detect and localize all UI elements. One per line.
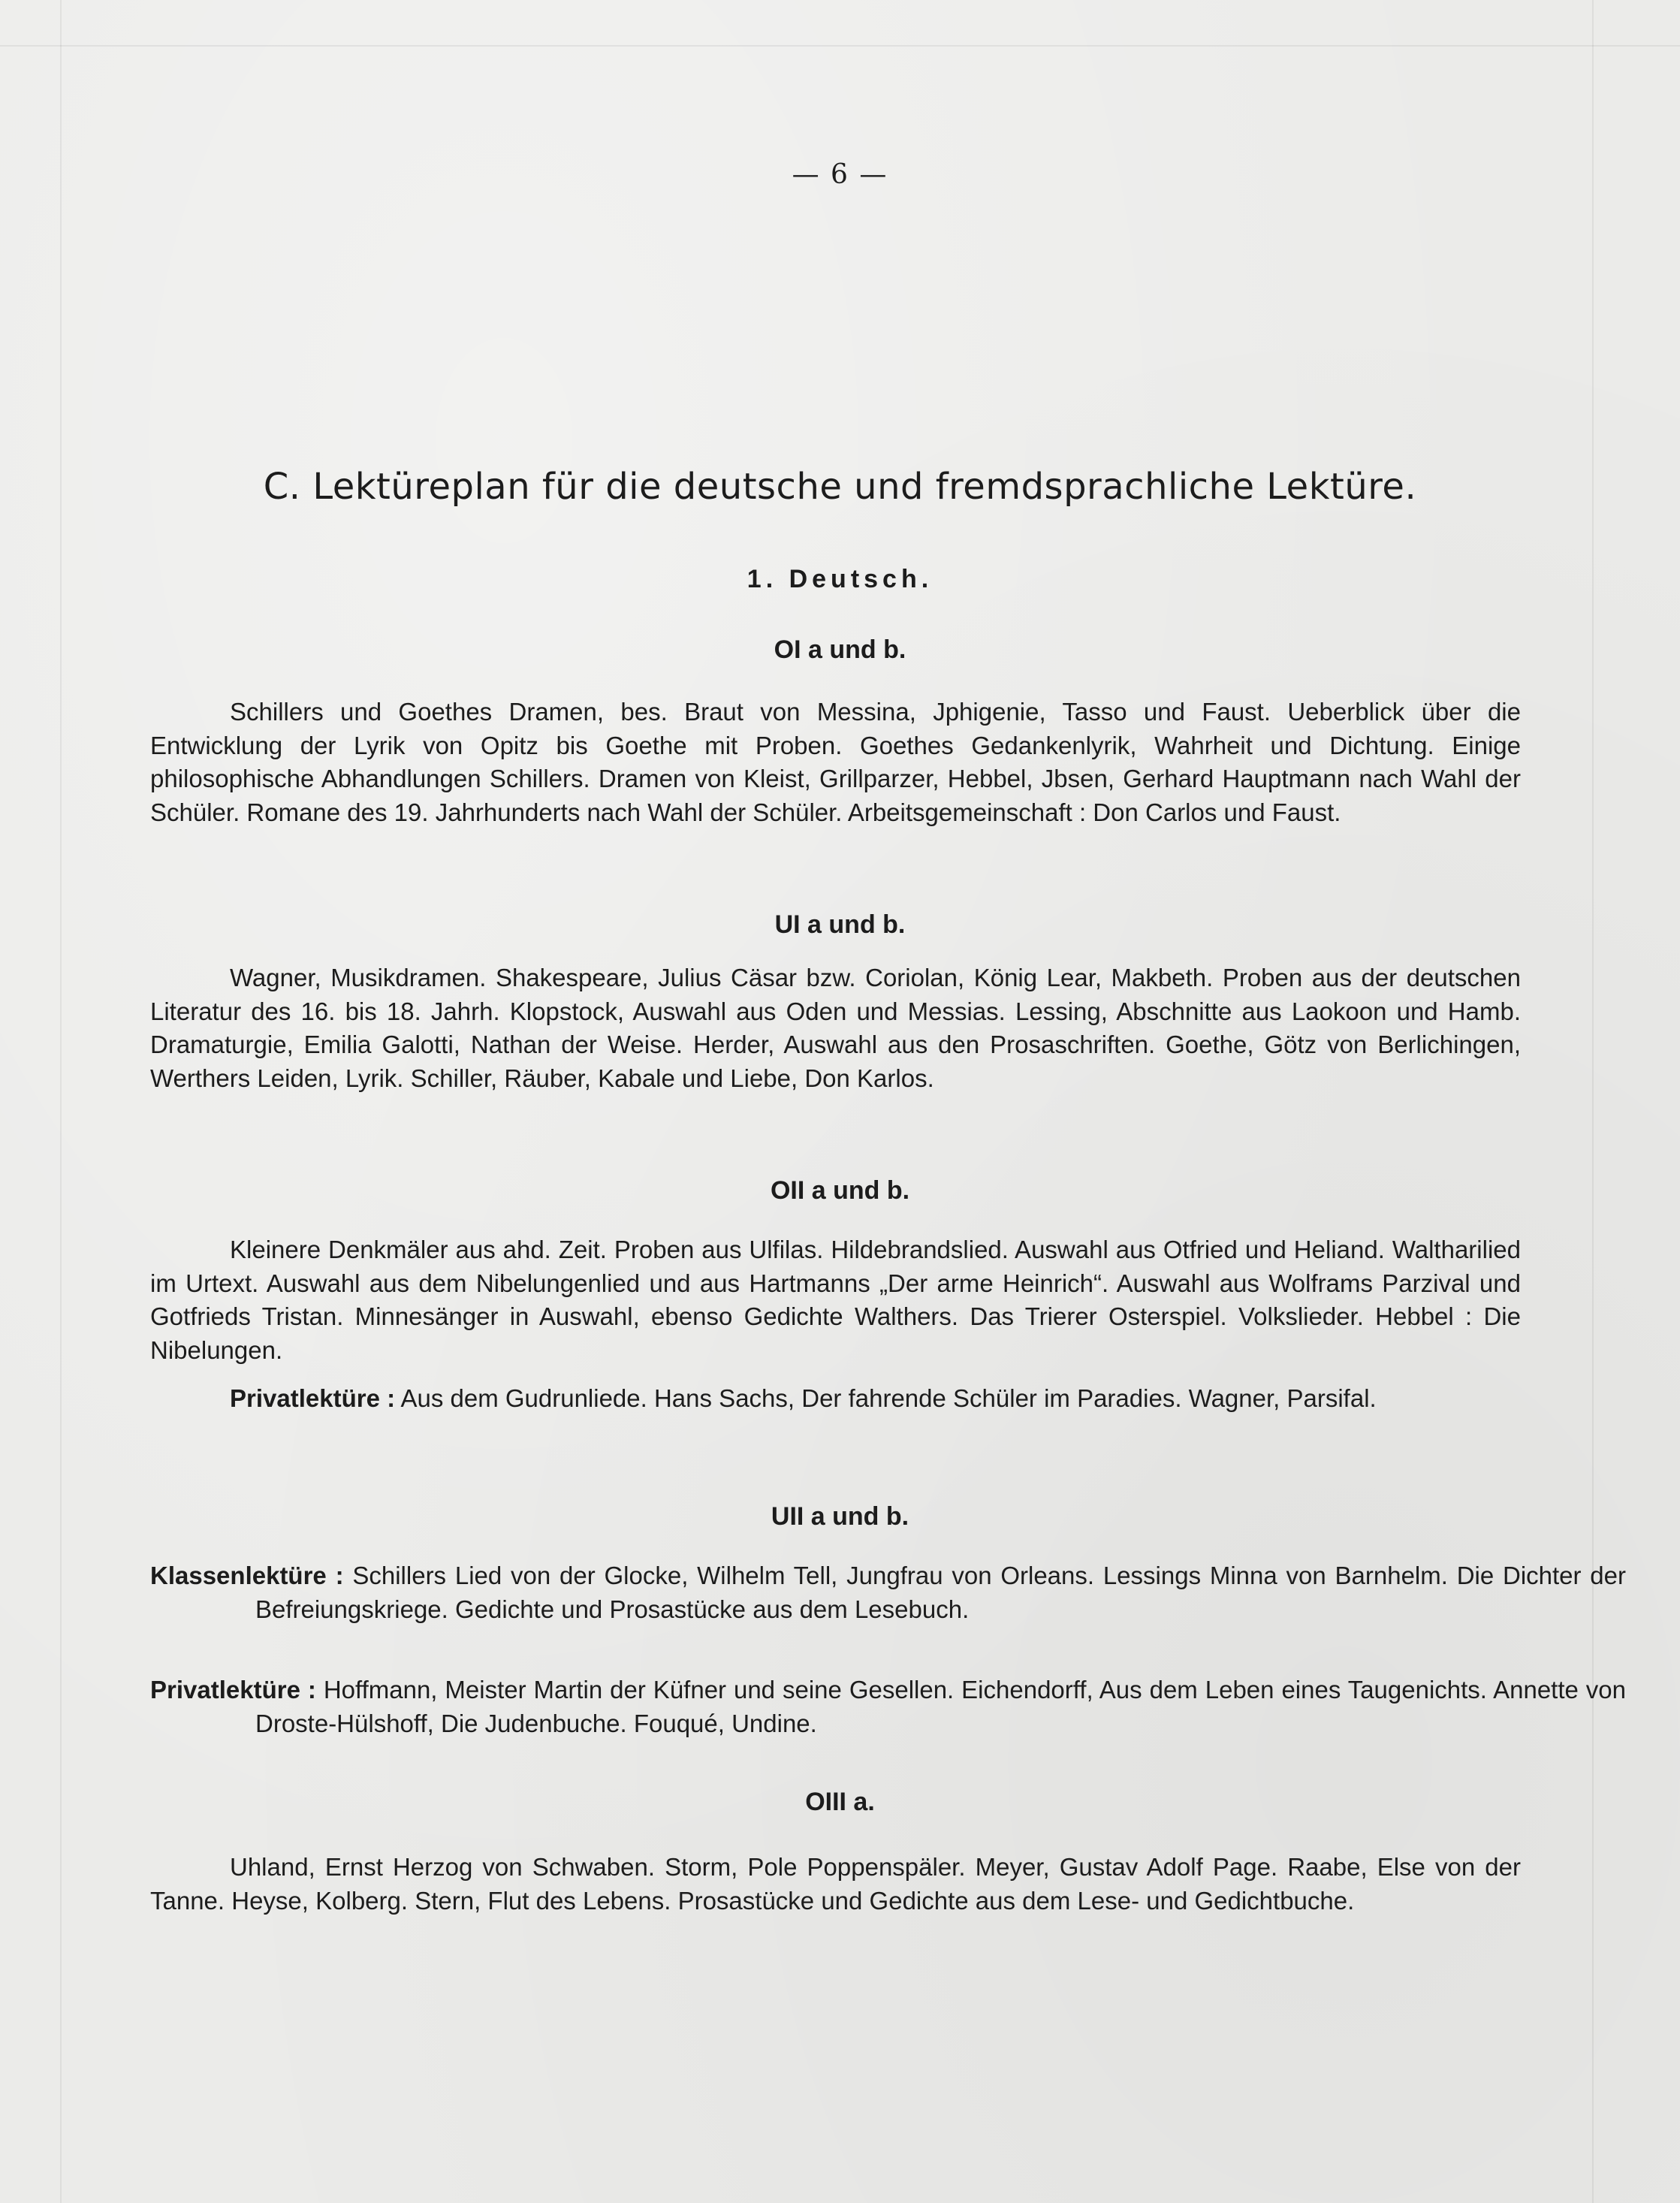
private-reading-text: Hoffmann, Meister Martin der Küfner und seine Gesellen. Eichendorff, Aus dem Leben eines Taugenichts. Annette von Droste-Hülshoff, Die Judenbuche. Fouqué, Undine. <box>255 1676 1627 1737</box>
bleed-line <box>0 45 1680 47</box>
page-number: — 6 — <box>792 159 888 190</box>
class-text-oiii: Uhland, Ernst Herzog von Schwaben. Storm, Pole Poppenspäler. Meyer, Gustav Adolf Page. Raabe, Else von der Tanne. Heyse, Kolberg. Stern, Flut des Lebens. Prosastücke und Gedichte aus dem Lese- und Gedichtbuche. <box>150 1853 1521 1915</box>
private-reading-label: Privatlektüre : <box>150 1676 316 1704</box>
private-reading-oii <box>150 1382 1521 1416</box>
class-heading-oiii: OIII a. <box>805 1788 875 1816</box>
class-text-ui: Wagner, Musikdramen. Shakespeare, Julius Cäsar bzw. Coriolan, König Lear, Makbeth. Proben aus der deutschen Literatur des 16. bis 18. Jahrh. Klopstock, Auswahl aus Oden und Messias. Lessing, Abschnitte aus Laokoon und Hamb. Dramaturgie, Emilia Galotti, Nathan der Weise. Herder, Auswahl aus den Prosaschriften. Goethe, Götz von Berlichingen, Werthers Leiden, Lyrik. Schiller, Räuber, Kabale und Liebe, Don Karlos. <box>150 964 1521 1092</box>
class-heading-ui: UI a und b. <box>774 910 906 939</box>
bleed-line <box>60 0 62 2203</box>
subject-heading: 1. Deutsch. <box>746 565 934 593</box>
class-heading-uii: UII a und b. <box>771 1502 909 1531</box>
class-reading-text: Schillers Lied von der Glocke, Wilhelm Tell, Jungfrau von Orleans. Lessings Minna von Barnhelm. Die Dichter der Befreiungskriege. Gedichte und Prosastücke aus dem Lesebuch. <box>255 1562 1626 1623</box>
private-reading-text: Aus dem Gudrunliede. Hans Sachs, Der fahrende Schüler im Paradies. Wagner, Parsifal. <box>400 1384 1377 1412</box>
class-heading-oi: OI a und b. <box>774 635 906 664</box>
private-reading-uii <box>150 1673 1626 1740</box>
bleed-line <box>1592 0 1594 2203</box>
class-text-oi: Schillers und Goethes Dramen, bes. Braut von Messina, Jphigenie, Tasso und Faust. Ueberblick über die Entwicklung der Lyrik von Opitz bis Goethe mit Proben. Goethes Gedankenlyrik, Wahrheit und Dichtung. Einige philosophische Abhandlungen Schillers. Dramen von Kleist, Grillparzer, Hebbel, Jbsen, Gerhard Hauptmann nach Wahl der Schüler. Romane des 19. Jahrhunderts nach Wahl der Schüler. Arbeitsgemeinschaft : Don Carlos und Faust. <box>150 698 1521 826</box>
class-reading-uii <box>150 1559 1626 1626</box>
class-heading-oii: OII a und b. <box>770 1176 910 1205</box>
class-text-oii: Kleinere Denkmäler aus ahd. Zeit. Proben aus Ulfilas. Hildebrandslied. Auswahl aus Otfried und Heliand. Waltharilied im Urtext. Auswahl aus dem Nibelungenlied und aus Hartmanns „Der arme Heinrich“. Auswahl aus Wolframs Parzival und Gotfrieds Tristan. Minnesänger in Auswahl, ebenso Gedichte Walthers. Das Trierer Osterspiel. Volkslieder. Hebbel : Die Nibelungen. <box>150 1236 1521 1364</box>
private-reading-label: Privatlektüre : <box>230 1384 396 1412</box>
section-title: C. Lektüreplan für die deutsche und fremdsprachliche Lektüre. <box>263 466 1417 508</box>
class-reading-label: Klassenlektüre : <box>150 1562 344 1589</box>
